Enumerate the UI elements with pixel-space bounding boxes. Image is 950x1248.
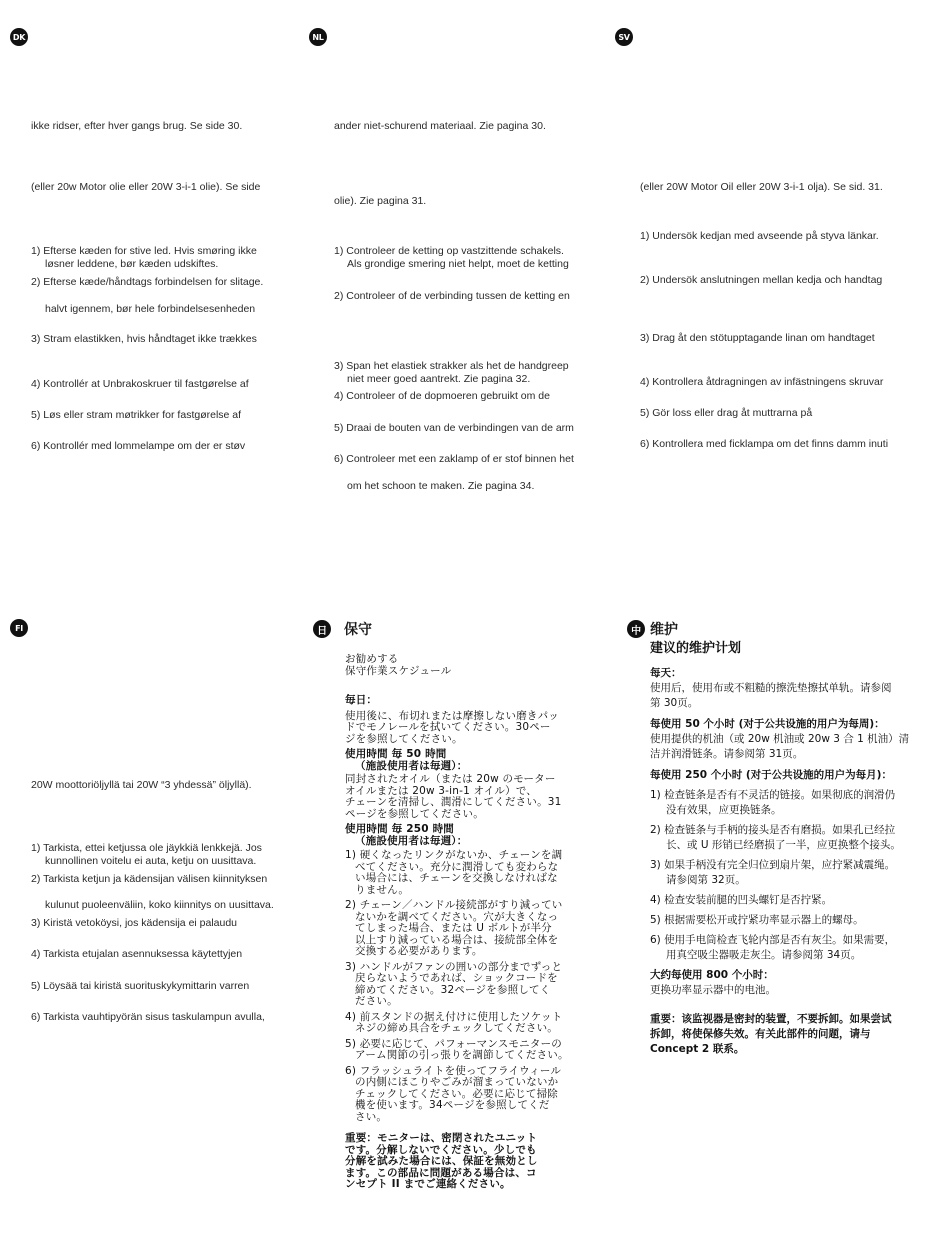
sv-line: 2) Undersök anslutningen mellan kedja och handtag: [640, 274, 883, 286]
jp-text: 6) フラッシュライトを使ってフライウィール: [345, 1064, 562, 1077]
dk-line: ikke ridser, efter hver gangs brug. Se side 30.: [31, 120, 243, 132]
jp-text: 機を使います。34ページを参照してくだ: [355, 1099, 550, 1111]
nl-line: 1) Controleer de ketting op vastzittende schakels.: [334, 245, 564, 257]
dk-line: løsner leddene, bør kæden udskiftes.: [45, 258, 219, 270]
jp-text: ンセプト II までご連絡ください。: [345, 1178, 511, 1190]
jp-text: チェックしてください。必要に応じて掃除: [355, 1087, 558, 1100]
cn-text: 使用后，使用布或不粗糙的擦洗垫擦拭单轨。请参阅: [650, 682, 892, 694]
fi-line: 1) Tarkista, ettei ketjussa ole jäykkiä lenkkejä. Jos: [31, 842, 262, 854]
nl-line: om het schoon te maken. Zie pagina 34.: [347, 480, 535, 492]
cn-250h-heading: 每使用 250 个小时 (对于公共设施的用户为每月)：: [650, 769, 892, 781]
jp-text: 以上すり減っている場合は、接続部全体を: [355, 933, 559, 946]
jp-text: ないかを調べてください。穴が大きくなっ: [355, 910, 559, 923]
nl-line: 5) Draai de bouten van de verbindingen van de arm: [334, 422, 574, 434]
jp-50h-heading: 使用時間 毎 50 時間: [345, 748, 447, 760]
dk-line: (eller 20w Motor olie eller 20W 3-i-1 olie). Se side: [31, 181, 261, 193]
jp-list-item: [345, 850, 569, 896]
jp-text: 交換する必要があります。: [355, 945, 483, 957]
jp-list-item: [345, 900, 569, 958]
nl-line: 6) Controleer met een zaklamp of er stof binnen het: [334, 453, 574, 465]
nl-line: olie). Zie pagina 31.: [334, 195, 427, 207]
cn-text: 5) 根据需要松开或拧紧功率显示器上的螺母。: [650, 914, 864, 926]
sv-language-badge: SV: [615, 28, 633, 46]
cn-text: Concept 2 联系。: [650, 1043, 745, 1055]
jp-language-badge: 日: [313, 620, 331, 638]
cn-list-item: [650, 858, 909, 888]
jp-text: 5) 必要に応じて、パフォーマンスモニターの: [345, 1037, 562, 1050]
cn-50h-heading: 每使用 50 个小时 (对于公共设施的用户为每周)：: [650, 718, 885, 730]
nl-line: 2) Controleer of de verbinding tussen de ketting en: [334, 290, 570, 302]
jp-text: アーム関節の引っ張りを調節してください。: [355, 1049, 569, 1061]
sv-line: 1) Undersök kedjan med avseende på styva länkar.: [640, 230, 879, 242]
cn-800h-heading: 大约每使用 800 个小时：: [650, 969, 774, 981]
cn-section: [650, 640, 909, 1057]
jp-text: 分解を試みた場合には、保証を無効とし: [345, 1155, 538, 1167]
jp-text: チェーンを清掃し、潤滑にしてください。31: [345, 796, 562, 808]
jp-subtitle: お勧めする: [345, 653, 399, 665]
fi-line: 4) Tarkista etujalan asennuksessa käytettyjen: [31, 948, 243, 960]
jp-text: 戻らないようであれば、ショックコードを: [355, 972, 558, 984]
dk-line: 3) Stram elastikken, hvis håndtaget ikke trækkes: [31, 333, 257, 345]
cn-list-item: [650, 823, 909, 853]
cn-list-item: [650, 893, 909, 908]
cn-text: 6) 使用手电筒检查飞轮内部是否有灰尘。如果需要，: [650, 934, 896, 946]
cn-text: 没有效果，应更换链条。: [666, 804, 782, 816]
sv-line: 6) Kontrollera med ficklampa om det finns damm inuti: [640, 438, 889, 450]
cn-text: 重要：该监视器是密封的装置，不要拆卸。如果尝试: [650, 1013, 892, 1025]
jp-text: 同封されたオイル（または 20w のモーター: [345, 773, 556, 785]
jp-text: 重要：モニターは、密閉されたユニット: [345, 1132, 538, 1144]
jp-subtitle: 保守作業スケジュール: [345, 664, 452, 677]
jp-250h-heading: （施設使用者は毎週）：: [355, 834, 468, 847]
jp-text: ジを参照してください。: [345, 732, 463, 745]
jp-text: の内側にほこりやごみが溜まっていないか: [355, 1076, 559, 1088]
cn-text: 请参阅第 32页。: [666, 874, 746, 886]
cn-text: 1) 检查链条是否有不灵活的链接。如果彻底的润滑仍: [650, 789, 896, 801]
fi-line: kulunut puoleenväliin, koko kiinnitys on uusittava.: [45, 899, 274, 911]
jp-text: い場合には、チェーンを交換しなければな: [355, 872, 558, 884]
cn-text: 用真空吸尘器吸走灰尘。请参阅第 34页。: [666, 949, 862, 961]
jp-text: 2) チェーン／ハンドル接続部がすり減ってい: [345, 899, 563, 911]
dk-line: 6) Kontrollér med lommelampe om der er støv: [31, 440, 246, 452]
sv-line: 3) Drag åt den stötupptagande linan om handtaget: [640, 332, 875, 344]
cn-text: 4) 检查安装前腿的凹头螺钉是否拧紧。: [650, 894, 833, 906]
cn-text: 3) 如果手柄没有完全归位到扇片架，应拧紧减震绳。: [650, 859, 896, 871]
fi-line: 3) Kiristä vetoköysi, jos kädensija ei palaudu: [31, 917, 238, 929]
jp-text: ネジの締め具合をチェックしてください。: [355, 1022, 558, 1034]
jp-text: ページを参照してください。: [345, 807, 484, 820]
cn-list-item: [650, 933, 909, 963]
jp-list-item: [345, 1039, 569, 1062]
jp-text: 締めてください。32ページを参照してく: [355, 983, 551, 996]
nl-line: 3) Span het elastiek strakker als het de handgreep: [334, 360, 569, 372]
cn-text: 第 30页。: [650, 697, 699, 709]
cn-list-item: [650, 913, 909, 928]
jp-section: [345, 654, 569, 1191]
sv-line: (eller 20W Motor Oil eller 20W 3-i-1 olja). Se sid. 31.: [640, 181, 883, 193]
jp-text: オイルまたは 20w 3-in-1 オイル）で、: [345, 784, 538, 797]
jp-daily-heading: 毎日：: [345, 694, 378, 706]
cn-text: 洁并润滑链条。请参阅第 31页。: [650, 748, 804, 760]
nl-line: niet meer goed aantrekt. Zie pagina 32.: [347, 373, 531, 385]
dk-line: 1) Efterse kæden for stive led. Hvis smøring ikke: [31, 245, 257, 257]
cn-text: 拆卸，将使保修失效。有关此部件的问题，请与: [650, 1028, 871, 1040]
cn-list-item: [650, 788, 909, 818]
jp-list-item: [345, 1066, 569, 1124]
jp-text: 4) 前スタンドの据え付けに使用したソケット: [345, 1010, 563, 1023]
jp-text: さい。: [355, 1110, 388, 1123]
cn-language-badge: 中: [627, 620, 645, 638]
jp-list-item: [345, 1012, 569, 1035]
jp-text: ださい。: [355, 995, 398, 1007]
fi-language-badge: FI: [10, 619, 28, 637]
cn-daily-heading: 每天：: [650, 667, 682, 679]
nl-language-badge: NL: [309, 28, 327, 46]
fi-line: kunnollinen voitelu ei auta, ketju on uusittava.: [45, 855, 257, 867]
jp-250h-heading: 使用時間 毎 250 時間: [345, 823, 454, 835]
jp-text: ます。この部品に問題がある場合は、コ: [345, 1166, 537, 1179]
fi-line: 20W moottoriöljyllä tai 20W “3 yhdessä” öljyllä).: [31, 779, 252, 791]
cn-subtitle: 建议的维护计划: [650, 641, 742, 656]
fi-line: 2) Tarkista ketjun ja kädensijan välisen kiinnityksen: [31, 873, 268, 885]
jp-text: てしまった場合、または U ボルトが半分: [355, 922, 552, 934]
cn-text: 使用提供的机油（或 20w 机油或 20w 3 合 1 机油）清: [650, 733, 910, 745]
sv-line: 5) Gör loss eller drag åt muttrarna på: [640, 407, 813, 419]
sv-line: 4) Kontrollera åtdragningen av infästningens skruvar: [640, 376, 884, 388]
jp-text: りません。: [355, 883, 410, 896]
jp-important-note: [345, 1133, 569, 1191]
cn-text: 更换功率显示器中的电池。: [650, 984, 776, 996]
cn-text: 长、或 U 形销已经磨损了一半，应更换整个接头。: [666, 839, 901, 851]
nl-line: Als grondige smering niet helpt, moet de ketting: [347, 258, 569, 270]
jp-list-item: [345, 962, 569, 1008]
dk-line: halvt igennem, bør hele forbindelsesenheden: [45, 303, 256, 315]
jp-text: 使用後に、布切れまたは摩擦しない磨きパッ: [345, 709, 559, 722]
jp-50h-heading: （施設使用者は毎週）：: [355, 759, 468, 772]
dk-line: 5) Løs eller stram møtrikker for fastgørelse af: [31, 409, 242, 421]
fi-line: 6) Tarkista vauhtipyörän sisus taskulampun avulla,: [31, 1011, 265, 1023]
cn-text: 2) 检查链条与手柄的接头是否有磨损。如果孔已经拉: [650, 824, 896, 836]
cn-title: 维护: [650, 622, 678, 638]
jp-title: 保守: [344, 622, 372, 638]
fi-line: 5) Löysää tai kiristä suorituskykymittarin varren: [31, 980, 250, 992]
jp-text: べてください。充分に潤滑しても変わらな: [355, 860, 559, 873]
dk-language-badge: DK: [10, 28, 28, 46]
jp-text: 3) ハンドルがファンの囲いの部分までずっと: [345, 960, 563, 973]
jp-text: 1) 硬くなったリンクがないか、チェーンを調: [345, 849, 563, 861]
nl-line: 4) Controleer of de dopmoeren gebruikt om de: [334, 390, 550, 402]
dk-line: 2) Efterse kæde/håndtags forbindelsen for slitage.: [31, 276, 264, 288]
dk-line: 4) Kontrollér at Unbrakoskruer til fastgørelse af: [31, 378, 249, 390]
jp-text: です。分解しないでください。少しでも: [345, 1143, 537, 1156]
jp-text: ドでモノレールを拭いてください。30ペー: [345, 721, 551, 733]
cn-important-note: [650, 1012, 909, 1057]
nl-line: ander niet-schurend materiaal. Zie pagina 30.: [334, 120, 546, 132]
